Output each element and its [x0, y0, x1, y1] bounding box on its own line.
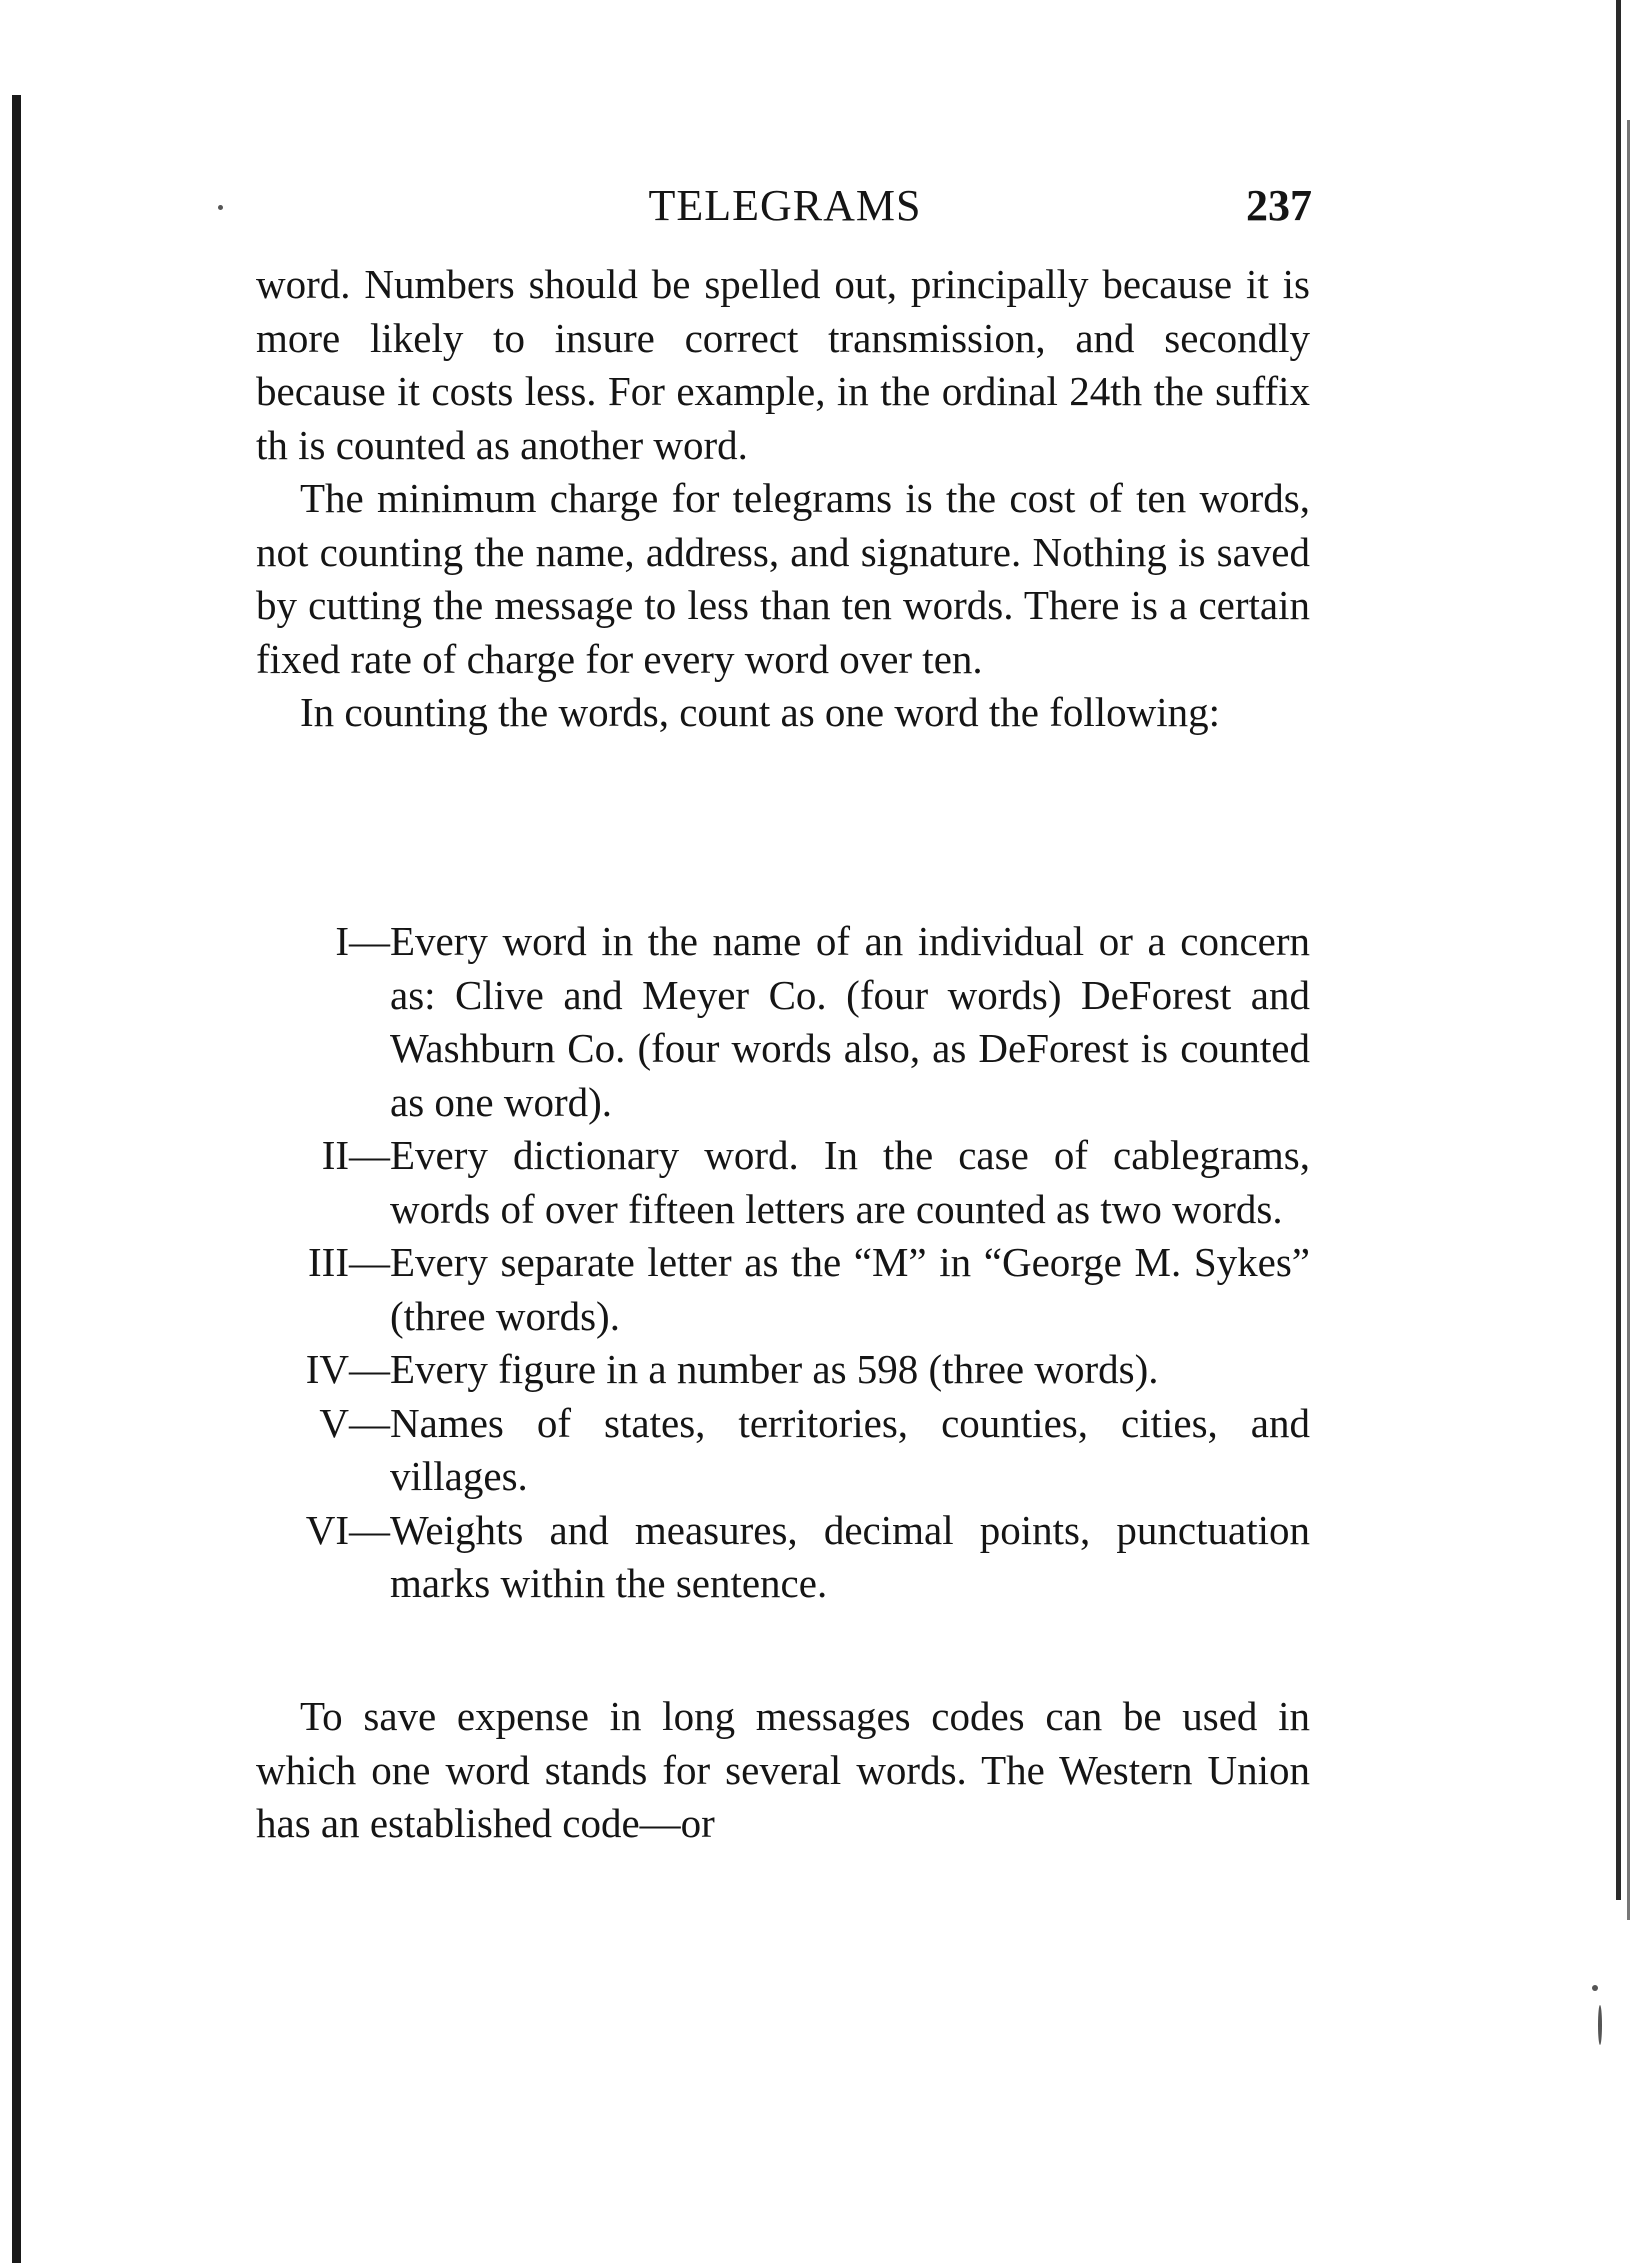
- paragraph-counting-words: In counting the words, count as one word the following:: [300, 689, 1221, 735]
- rule-text: Every dictionary word. In the case of cablegrams, words of over fifteen letters are counted as two words.: [390, 1132, 1310, 1232]
- rule-numeral: I—: [335, 918, 390, 964]
- rule-text: Weights and measures, decimal points, punctuation marks within the sentence.: [390, 1506, 1310, 1606]
- rule-item: [256, 1236, 1310, 1343]
- page-edge-shadow: [1616, 0, 1621, 1900]
- rule-item: [256, 1129, 1310, 1236]
- rule-numeral: IV—: [305, 1346, 390, 1392]
- rule-item: [256, 915, 1310, 1129]
- rule-text: Every figure in a number as 598 (three words).: [390, 1346, 1159, 1392]
- paragraph-codes: To save expense in long messages codes can be used in which one word stands for several words. The Western Union has an established code—or: [256, 1693, 1310, 1846]
- page-edge-shadow-inner: [1627, 120, 1630, 1920]
- rule-text: Names of states, territories, counties, cities, and villages.: [390, 1399, 1310, 1499]
- running-head: [258, 180, 1312, 240]
- rule-numeral: V—: [319, 1399, 390, 1446]
- page-number: 237: [1246, 181, 1312, 230]
- rule-text: Every separate letter as the “M” in “George M. Sykes” (three words).: [390, 1239, 1310, 1339]
- rule-numeral: II—: [321, 1132, 390, 1178]
- paragraph-word-numbers: word. Numbers should be spelled out, principally because it is more likely to insure correct transmission, and secondly because it costs less. For example, in the ordinal 24th the suffix th is counted as another word.: [256, 261, 1310, 468]
- rule-numeral: VI—: [305, 1506, 390, 1553]
- paragraph-minimum-charge: The minimum charge for telegrams is the cost of ten words, not counting the name, address, and signature. Nothing is saved by cutting the message to less than ten words. There is a certain fixed rate of charge for every word over ten.: [256, 475, 1310, 682]
- rule-item: [256, 1343, 1310, 1397]
- rule-numeral: III—: [308, 1239, 390, 1285]
- paper-speck: [218, 205, 223, 210]
- paper-speck: [1598, 2005, 1602, 2045]
- page-binding-shadow: [12, 95, 21, 2263]
- body-text: [256, 258, 1310, 740]
- counting-rules-list: [256, 915, 1310, 1611]
- rule-item: [256, 1397, 1310, 1504]
- running-title: TELEGRAMS: [648, 181, 922, 230]
- closing-text: [256, 1690, 1310, 1851]
- paper-speck: [1592, 1985, 1598, 1991]
- rule-text: Every word in the name of an individual or a concern as: Clive and Meyer Co. (four words) DeForest and Washburn Co. (four words also, as DeForest is counted as one word).: [390, 918, 1310, 1125]
- rule-item: [256, 1504, 1310, 1611]
